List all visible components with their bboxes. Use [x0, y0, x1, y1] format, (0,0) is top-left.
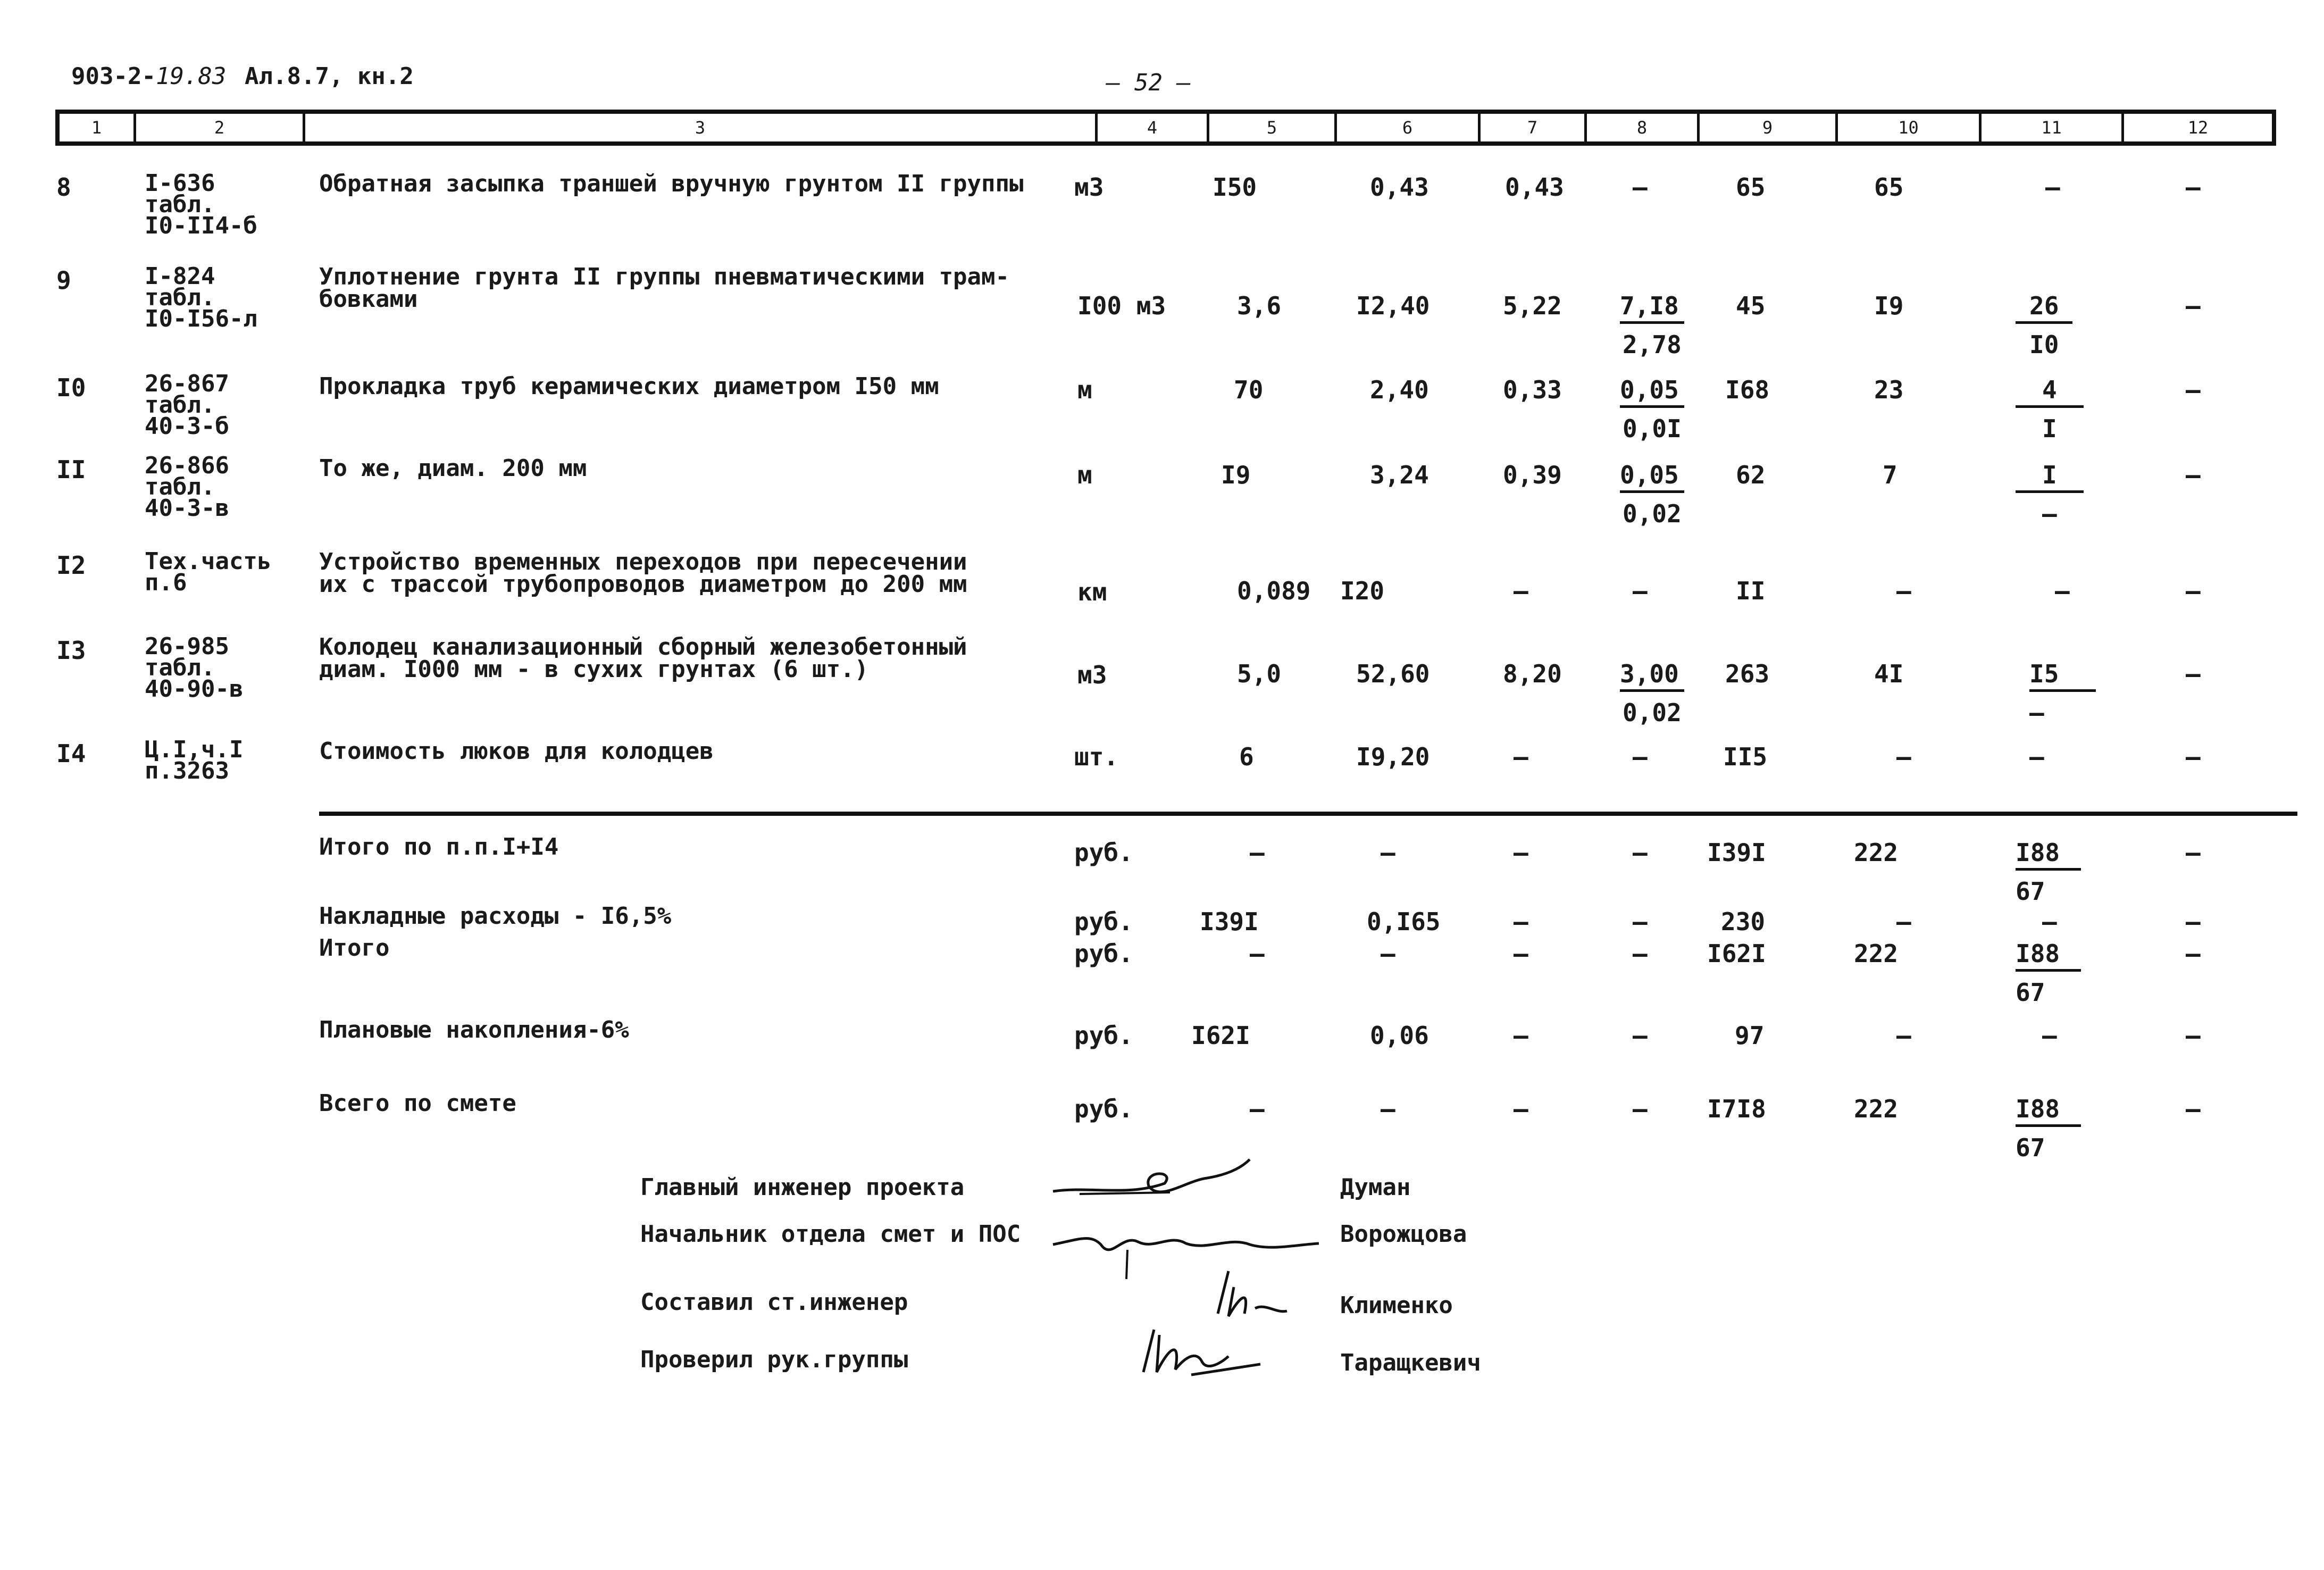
total-machine: $\frac{26}{I0}$ — [2016, 291, 2072, 359]
total-wage: 222 — [1854, 1095, 1899, 1123]
unit-machine: – — [1633, 939, 1648, 968]
col-12: – — [2186, 1021, 2201, 1050]
total-cost: I62I — [1707, 939, 1766, 968]
col-num: 11 — [1982, 114, 2124, 141]
row-number: II — [56, 455, 86, 484]
signature-name: Думан — [1340, 1174, 1411, 1201]
norm-reference: 26-985 табл. 40-90-в — [145, 633, 244, 703]
col-12: – — [2186, 659, 2201, 688]
total-cost: II5 — [1723, 742, 1768, 771]
quantity: 3,6 — [1237, 291, 1282, 320]
signature-role: Главный инженер проекта — [640, 1174, 965, 1201]
work-description: Колодец канализационный сборный железобетонный диам. I000 мм - в сухих грунтах (6 шт.) — [319, 633, 967, 683]
total-wage: – — [1896, 907, 1911, 936]
col-num: 5 — [1209, 114, 1337, 141]
col-12: – — [2186, 939, 2201, 968]
row-number: 9 — [56, 266, 71, 295]
total-cost: I68 — [1725, 375, 1770, 404]
norm-reference: 26-866 табл. 40-3-в — [145, 452, 229, 522]
unit-machine: – — [1633, 742, 1648, 771]
total-cost: 65 — [1736, 173, 1766, 202]
unit-price: I20 — [1340, 577, 1385, 605]
signature-name: Ворожцова — [1340, 1221, 1467, 1248]
unit: руб. — [1074, 907, 1133, 936]
unit: руб. — [1074, 1095, 1133, 1123]
row-number: I0 — [56, 373, 86, 402]
unit: руб. — [1074, 1021, 1133, 1050]
unit-machine: – — [1633, 1021, 1648, 1050]
col-num: 1 — [60, 114, 136, 141]
unit: м3 — [1077, 661, 1107, 689]
total-wage: 7 — [1883, 461, 1897, 489]
summary-label: Итого — [319, 934, 390, 962]
col-12: – — [2186, 375, 2201, 404]
album-reference: Ал.8.7, кн.2 — [245, 63, 414, 90]
unit-price: 0,06 — [1370, 1021, 1429, 1050]
col-num: 8 — [1587, 114, 1700, 141]
col-num: 6 — [1337, 114, 1481, 141]
total-cost: I39I — [1707, 838, 1766, 867]
col-num: 10 — [1838, 114, 1982, 141]
total-wage: 222 — [1854, 838, 1899, 867]
summary-label: Плановые накопления-6% — [319, 1016, 629, 1043]
quantity: I50 — [1213, 173, 1257, 202]
total-cost: 263 — [1725, 659, 1770, 688]
unit-price: I2,40 — [1356, 291, 1430, 320]
quantity: I9 — [1221, 461, 1251, 489]
norm-reference: I-824 табл. I0-I56-л — [145, 263, 257, 332]
total-wage: – — [1896, 577, 1911, 605]
unit-wage: 8,20 — [1503, 659, 1562, 688]
unit-wage: – — [1514, 1021, 1528, 1050]
row-number: I2 — [56, 551, 86, 580]
col-num: 2 — [136, 114, 305, 141]
unit-price: – — [1381, 838, 1395, 867]
quantity: 0,089 — [1237, 577, 1311, 605]
unit-machine: $\frac{0,05}{0,02}$ — [1620, 461, 1684, 528]
unit-price: – — [1381, 939, 1395, 968]
total-wage: 23 — [1874, 375, 1904, 404]
total-machine: – — [2055, 577, 2070, 605]
unit-wage: – — [1514, 838, 1528, 867]
norm-reference: Тех.часть п.6 — [145, 548, 272, 596]
total-cost: 45 — [1736, 291, 1766, 320]
signature-name: Таращкевич — [1340, 1349, 1481, 1376]
unit-wage: – — [1514, 1095, 1528, 1123]
total-machine: $\frac{I88}{67}$ — [2016, 838, 2081, 906]
summary-label: Итого по п.п.I+I4 — [319, 833, 559, 861]
total-wage: 4I — [1874, 659, 1904, 688]
work-description: Прокладка труб керамических диаметром I50 мм — [319, 373, 939, 400]
unit-price: 3,24 — [1370, 461, 1429, 489]
unit-machine: $\frac{7,I8}{2,78}$ — [1620, 291, 1684, 359]
col-num: 7 — [1481, 114, 1587, 141]
unit: I00 м3 — [1077, 291, 1166, 320]
summary-label: Накладные расходы - I6,5% — [319, 903, 672, 930]
row-number: I3 — [56, 636, 86, 665]
norm-reference: I-636 табл. I0-II4-б — [145, 170, 257, 239]
handwritten-signature — [1138, 1319, 1266, 1383]
unit: руб. — [1074, 939, 1133, 968]
total-machine: I5 – — [2029, 659, 2096, 727]
total-machine: – — [2029, 742, 2044, 771]
total-wage: I9 — [1874, 291, 1904, 320]
signature-role: Проверил рук.группы — [640, 1346, 908, 1373]
work-description: Уплотнение грунта II группы пневматическими трам- бовками — [319, 263, 1010, 313]
col-12: – — [2186, 173, 2201, 202]
document-code: 903-2-19.83 — [71, 63, 227, 90]
total-machine: – — [2042, 907, 2057, 936]
unit-wage: 5,22 — [1503, 291, 1562, 320]
quantity: – — [1250, 939, 1265, 968]
work-description: Устройство временных переходов при пересечении их с трассой трубопроводов диаметром до 200 мм — [319, 548, 967, 598]
signature-role: Начальник отдела смет и ПОС — [640, 1221, 1021, 1248]
col-12: – — [2186, 907, 2201, 936]
unit-wage: – — [1514, 742, 1528, 771]
col-num: 3 — [305, 114, 1098, 141]
total-wage: – — [1896, 1021, 1911, 1050]
row-number: I4 — [56, 739, 86, 768]
unit-price: – — [1381, 1095, 1395, 1123]
unit-machine: $\frac{0,05}{0,0I}$ — [1620, 375, 1684, 443]
total-machine: – — [2042, 1021, 2057, 1050]
total-wage: – — [1896, 742, 1911, 771]
total-cost: I7I8 — [1707, 1095, 1766, 1123]
col-num: 12 — [2187, 118, 2209, 138]
col-12: – — [2186, 577, 2201, 605]
unit-wage: – — [1514, 939, 1528, 968]
unit-price: 52,60 — [1356, 659, 1430, 688]
work-description: То же, диам. 200 мм — [319, 455, 587, 482]
unit: руб. — [1074, 838, 1133, 867]
total-machine: $\frac{I88}{67}$ — [2016, 1095, 2081, 1162]
unit-price: I9,20 — [1356, 742, 1430, 771]
column-number-header — [55, 110, 2276, 146]
signature-name: Клименко — [1340, 1292, 1453, 1319]
unit-price: 0,43 — [1370, 173, 1429, 202]
total-machine: $\frac{I88}{67}$ — [2016, 939, 2081, 1007]
total-cost: 97 — [1735, 1021, 1765, 1050]
total-machine: I – — [2016, 461, 2084, 528]
unit-wage: 0,39 — [1503, 461, 1562, 489]
quantity: 70 — [1234, 375, 1264, 404]
total-cost: II — [1736, 577, 1766, 605]
col-12: – — [2186, 838, 2201, 867]
unit-wage: – — [1514, 577, 1528, 605]
total-cost: 230 — [1721, 907, 1766, 936]
work-description: Стоимость люков для колодцев — [319, 738, 714, 765]
norm-reference: 26-867 табл. 40-3-б — [145, 370, 229, 440]
unit: м3 — [1074, 173, 1104, 202]
col-12: – — [2186, 742, 2201, 771]
unit-wage: 0,33 — [1503, 375, 1562, 404]
quantity: I39I — [1200, 907, 1259, 936]
quantity: – — [1250, 1095, 1265, 1123]
quantity: I62I — [1191, 1021, 1250, 1050]
unit-machine: $\frac{3,00}{0,02}$ — [1620, 659, 1684, 727]
quantity: 6 — [1239, 742, 1254, 771]
total-machine: – — [2045, 173, 2060, 202]
handwritten-signature — [1048, 1154, 1271, 1213]
unit-machine: – — [1633, 907, 1648, 936]
unit-machine: – — [1633, 838, 1648, 867]
total-machine: $\frac{4}{I}$ — [2016, 375, 2084, 443]
unit-price: 0,I65 — [1367, 907, 1441, 936]
total-wage: 65 — [1874, 173, 1904, 202]
page-number: — 52 — — [1106, 69, 1191, 96]
col-12: – — [2186, 291, 2201, 320]
totals-separator — [319, 812, 2297, 816]
work-description: Обратная засыпка траншей вручную грунтом II группы — [319, 170, 1024, 197]
unit-wage: 0,43 — [1505, 173, 1564, 202]
unit: м — [1077, 375, 1092, 404]
quantity: 5,0 — [1237, 659, 1282, 688]
col-12: – — [2186, 461, 2201, 489]
summary-label: Всего по смете — [319, 1090, 516, 1117]
unit: шт. — [1074, 742, 1119, 771]
unit: км — [1077, 578, 1107, 606]
total-wage: 222 — [1854, 939, 1899, 968]
handwritten-signature — [1213, 1266, 1298, 1324]
total-cost: 62 — [1736, 461, 1766, 489]
unit-machine: – — [1633, 1095, 1648, 1123]
signature-role: Составил ст.инженер — [640, 1289, 908, 1316]
unit: м — [1077, 461, 1092, 489]
quantity: – — [1250, 838, 1265, 867]
col-num: 9 — [1700, 114, 1838, 141]
unit-price: 2,40 — [1370, 375, 1429, 404]
col-12: – — [2186, 1095, 2201, 1123]
norm-reference: Ц.I,ч.I п.3263 — [145, 736, 244, 784]
unit-wage: – — [1514, 907, 1528, 936]
col-num: 4 — [1098, 114, 1209, 141]
unit-machine: – — [1633, 577, 1648, 605]
unit-machine: – — [1633, 173, 1648, 202]
row-number: 8 — [56, 173, 71, 202]
